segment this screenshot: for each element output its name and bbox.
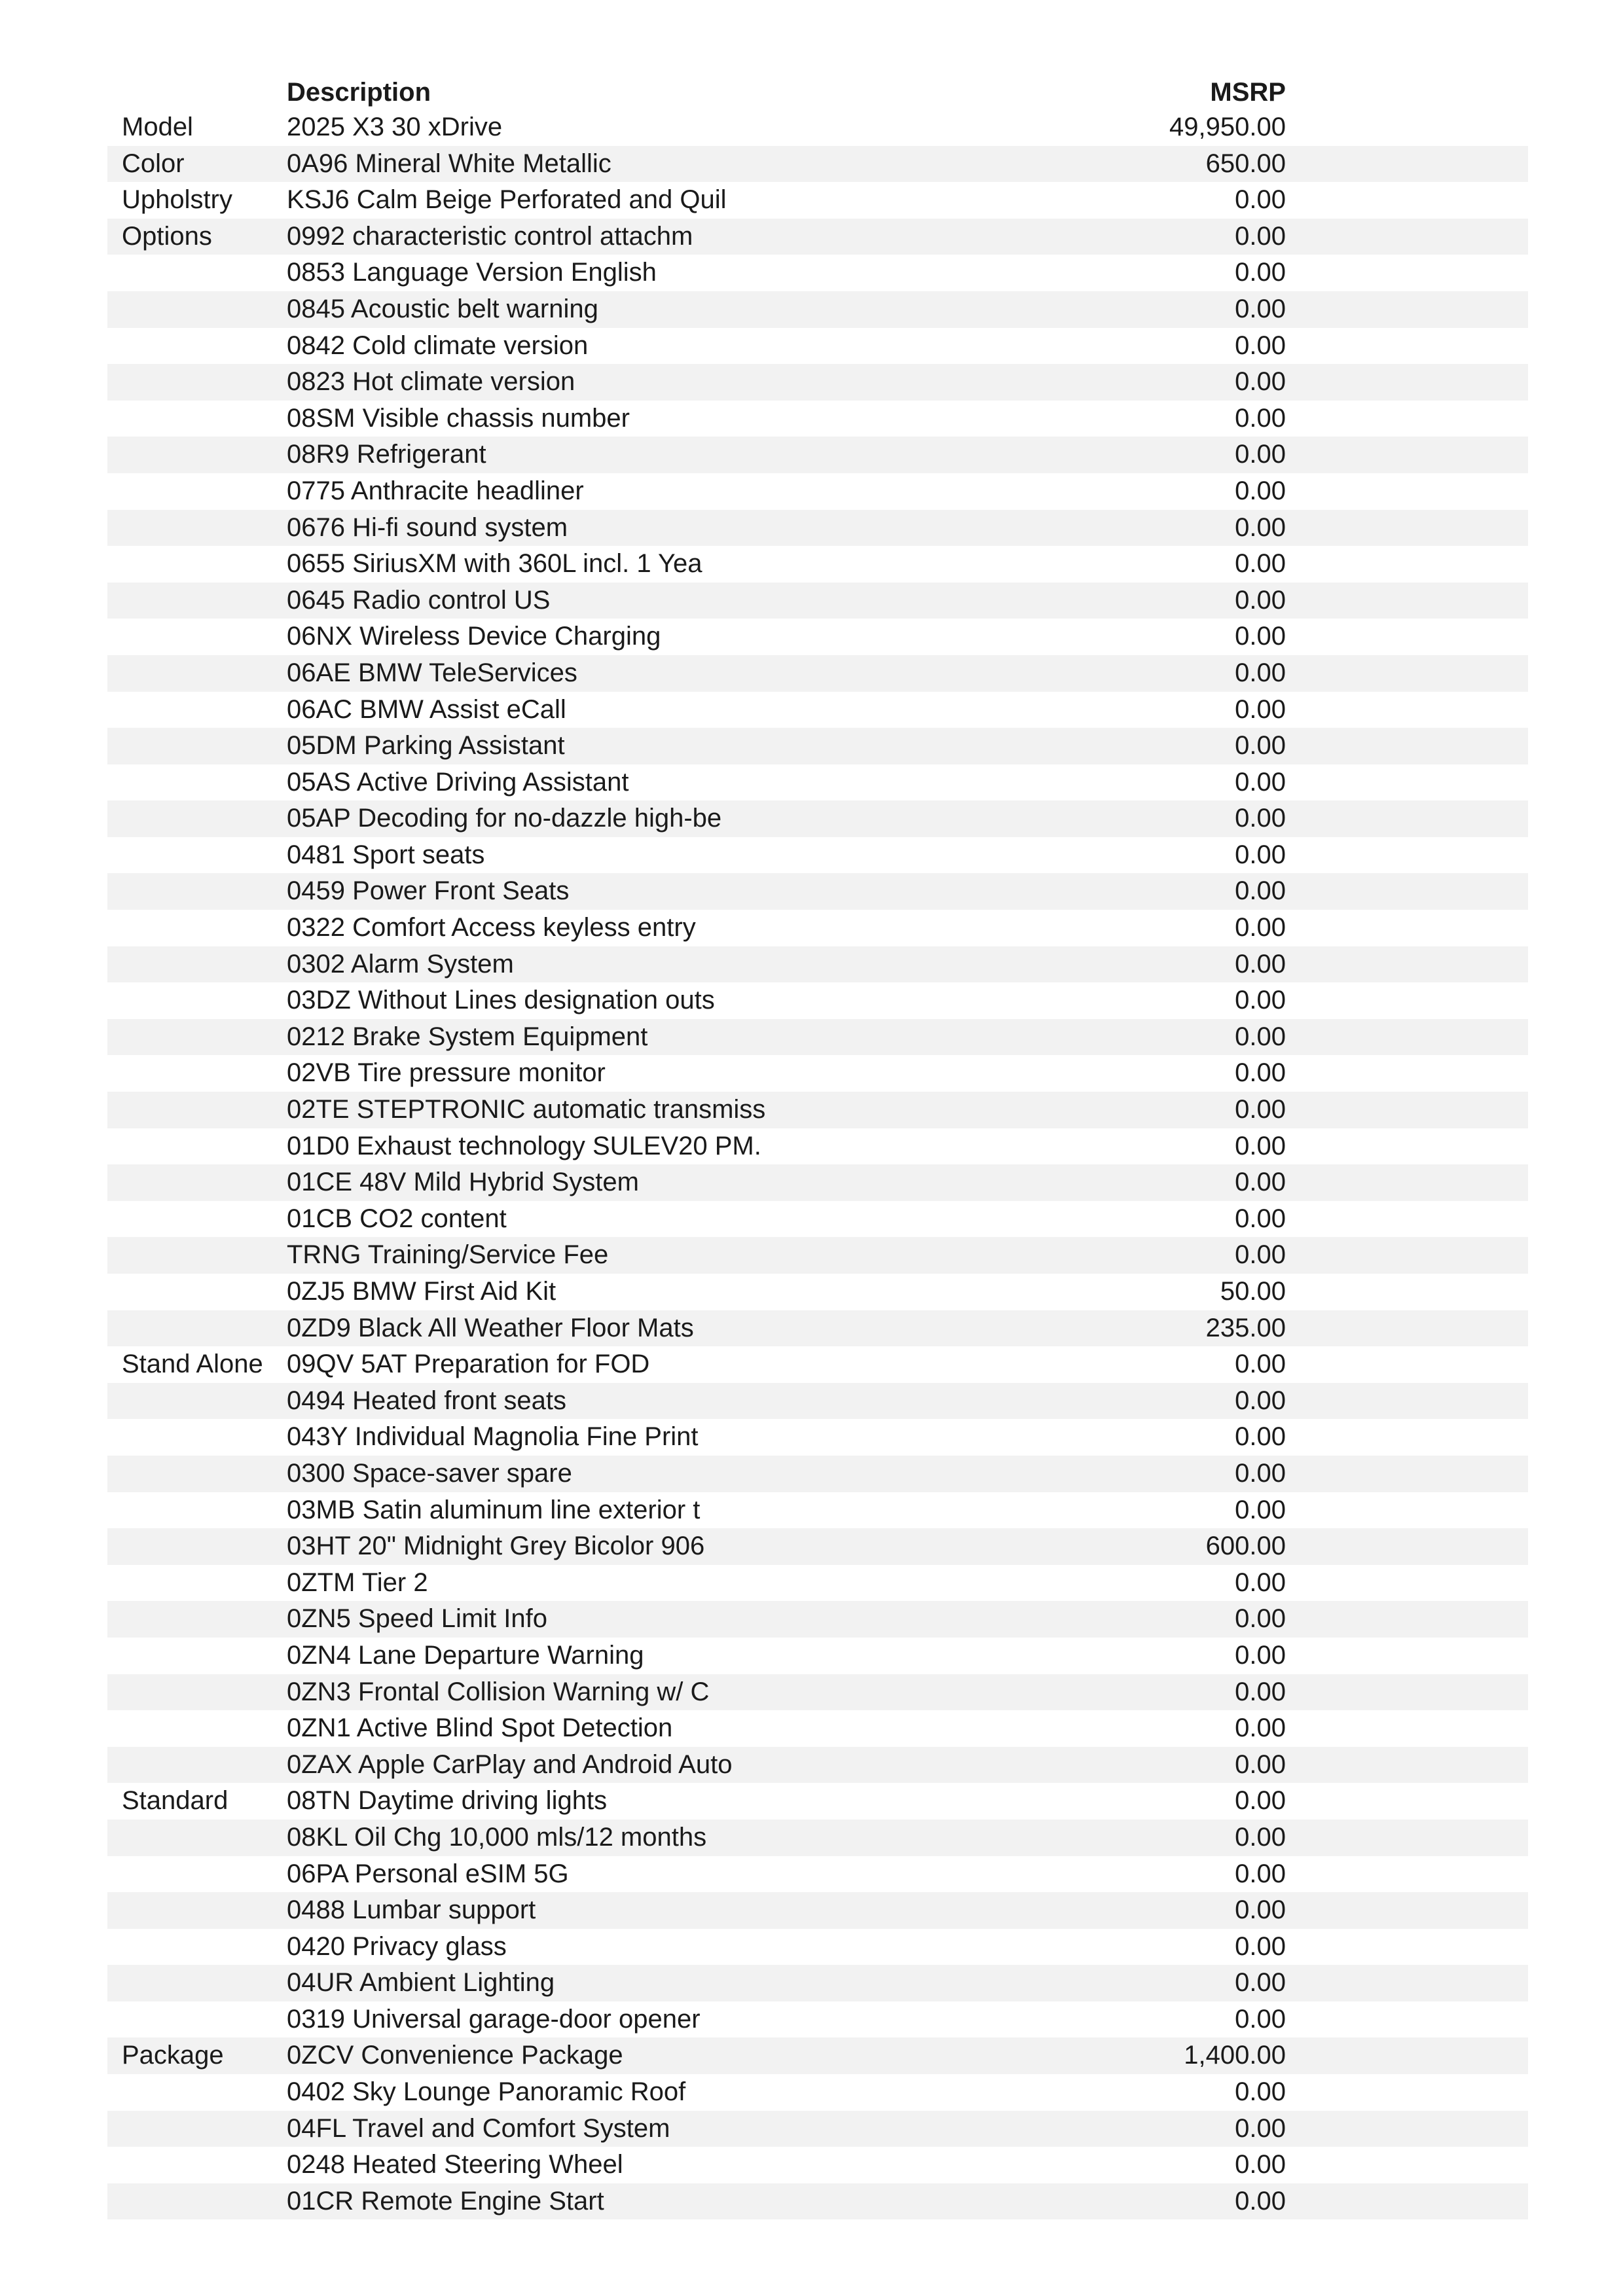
table-row xyxy=(107,1892,1528,1929)
table-row xyxy=(107,1419,1528,1456)
table-row xyxy=(107,1310,1528,1347)
table-row xyxy=(107,619,1528,655)
table-row xyxy=(107,583,1528,619)
row-description: 01D0 Exhaust technology SULEV20 PM. xyxy=(287,1131,761,1160)
row-msrp: 1,400.00 xyxy=(1184,2041,1286,2070)
row-description: 06AE BMW TeleServices xyxy=(287,658,577,687)
row-msrp: 650.00 xyxy=(1205,149,1286,178)
row-msrp: 0.00 xyxy=(1235,731,1286,761)
row-description: 08R9 Refrigerant xyxy=(287,440,486,469)
table-row xyxy=(107,1128,1528,1165)
row-msrp: 600.00 xyxy=(1205,1532,1286,1561)
row-msrp: 0.00 xyxy=(1235,1204,1286,1233)
table-row xyxy=(107,1929,1528,1965)
row-msrp: 0.00 xyxy=(1235,804,1286,833)
table-row xyxy=(107,1710,1528,1747)
row-description: 2025 X3 30 xDrive xyxy=(287,113,503,141)
table-row xyxy=(107,291,1528,328)
table-row xyxy=(107,546,1528,583)
row-description: 0676 Hi-fi sound system xyxy=(287,512,568,542)
table-row xyxy=(107,1201,1528,1238)
row-msrp: 0.00 xyxy=(1235,1095,1286,1124)
row-description: KSJ6 Calm Beige Perforated and Quil xyxy=(287,185,727,215)
table-row xyxy=(107,1346,1528,1383)
row-description: 0ZN1 Active Blind Spot Detection xyxy=(287,1713,673,1743)
table-row xyxy=(107,1820,1528,1856)
table-row xyxy=(107,437,1528,473)
row-msrp: 235.00 xyxy=(1205,1313,1286,1342)
row-description: 0775 Anthracite headliner xyxy=(287,476,584,505)
table-row xyxy=(107,182,1528,219)
table-row xyxy=(107,1092,1528,1128)
table-row xyxy=(107,364,1528,401)
table-row xyxy=(107,2074,1528,2111)
row-description: 06PA Personal eSIM 5G xyxy=(287,1859,569,1888)
row-description: 09QV 5AT Preparation for FOD xyxy=(287,1350,650,1379)
row-msrp: 0.00 xyxy=(1235,1350,1286,1379)
row-description: 0823 Hot climate version xyxy=(287,367,575,397)
row-description: 0212 Brake System Equipment xyxy=(287,1022,648,1051)
row-msrp: 0.00 xyxy=(1235,1240,1286,1270)
table-row xyxy=(107,873,1528,910)
table-row xyxy=(107,2147,1528,2183)
msrp-sheet xyxy=(107,75,1528,2219)
table-row xyxy=(107,728,1528,764)
row-category: Options xyxy=(122,221,212,251)
row-description: 0992 characteristic control attachm xyxy=(287,221,693,251)
row-msrp: 0.00 xyxy=(1235,1058,1286,1088)
row-msrp: 0.00 xyxy=(1235,658,1286,687)
table-row xyxy=(107,255,1528,291)
table-row xyxy=(107,692,1528,728)
row-msrp: 0.00 xyxy=(1235,549,1286,579)
row-description: 0645 Radio control US xyxy=(287,585,551,615)
table-row xyxy=(107,1747,1528,1784)
table-row xyxy=(107,1638,1528,1674)
row-description: 08TN Daytime driving lights xyxy=(287,1786,608,1816)
row-description: 0853 Language Version English xyxy=(287,258,657,287)
row-description: 06AC BMW Assist eCall xyxy=(287,694,566,724)
table-header xyxy=(107,75,1528,109)
row-description: 0300 Space-saver spare xyxy=(287,1458,572,1488)
row-msrp: 0.00 xyxy=(1235,512,1286,542)
row-msrp: 0.00 xyxy=(1235,1604,1286,1634)
row-msrp: 0.00 xyxy=(1235,2077,1286,2107)
row-msrp: 0.00 xyxy=(1235,1640,1286,1670)
row-description: 06NX Wireless Device Charging xyxy=(287,622,661,651)
table-row xyxy=(107,1383,1528,1420)
row-msrp: 0.00 xyxy=(1235,1168,1286,1197)
row-msrp: 0.00 xyxy=(1235,1495,1286,1524)
row-msrp: 0.00 xyxy=(1235,2186,1286,2215)
row-msrp: 0.00 xyxy=(1235,1786,1286,1816)
row-description: 0319 Universal garage-door opener xyxy=(287,2004,701,2034)
row-msrp: 0.00 xyxy=(1235,1386,1286,1415)
row-description: 0459 Power Front Seats xyxy=(287,876,570,906)
row-description: 0488 Lumbar support xyxy=(287,1895,536,1925)
row-msrp: 0.00 xyxy=(1235,622,1286,651)
row-msrp: 0.00 xyxy=(1235,258,1286,287)
row-msrp: 0.00 xyxy=(1235,221,1286,251)
row-msrp: 0.00 xyxy=(1235,1022,1286,1051)
row-category: Model xyxy=(122,113,193,141)
row-description: 0302 Alarm System xyxy=(287,949,514,978)
table-row xyxy=(107,1237,1528,1274)
row-description: 0402 Sky Lounge Panoramic Roof xyxy=(287,2077,686,2107)
row-msrp: 0.00 xyxy=(1235,1713,1286,1743)
row-msrp: 0.00 xyxy=(1235,913,1286,942)
row-msrp: 0.00 xyxy=(1235,694,1286,724)
row-description: 0842 Cold climate version xyxy=(287,331,589,360)
row-msrp: 0.00 xyxy=(1235,367,1286,397)
row-msrp: 0.00 xyxy=(1235,1968,1286,1998)
table-row xyxy=(107,1565,1528,1602)
table-row xyxy=(107,1965,1528,2001)
table-row xyxy=(107,2111,1528,2147)
row-category: Stand Alone xyxy=(122,1350,263,1379)
row-msrp: 0.00 xyxy=(1235,1859,1286,1888)
row-description: 04UR Ambient Lighting xyxy=(287,1968,555,1998)
row-description: 0322 Comfort Access keyless entry xyxy=(287,913,696,942)
table-row xyxy=(107,510,1528,547)
row-msrp: 0.00 xyxy=(1235,476,1286,505)
row-description: 0655 SiriusXM with 360L incl. 1 Yea xyxy=(287,549,702,579)
row-description: 01CE 48V Mild Hybrid System xyxy=(287,1168,639,1197)
table-row xyxy=(107,1492,1528,1529)
table-row xyxy=(107,328,1528,365)
description-column-header: Description xyxy=(287,78,431,107)
table-row xyxy=(107,837,1528,874)
row-description: 02TE STEPTRONIC automatic transmiss xyxy=(287,1095,766,1124)
msrp-column-header: MSRP xyxy=(1210,78,1286,107)
row-description: 08KL Oil Chg 10,000 mls/12 months xyxy=(287,1822,707,1852)
row-description: 0A96 Mineral White Metallic xyxy=(287,149,611,178)
row-description: 0ZTM Tier 2 xyxy=(287,1568,428,1597)
row-msrp: 0.00 xyxy=(1235,1677,1286,1706)
row-msrp: 0.00 xyxy=(1235,1749,1286,1779)
row-description: 0420 Privacy glass xyxy=(287,1931,507,1961)
table-row xyxy=(107,1528,1528,1565)
table-row xyxy=(107,946,1528,983)
row-description: 043Y Individual Magnolia Fine Print xyxy=(287,1422,699,1452)
row-msrp: 0.00 xyxy=(1235,585,1286,615)
table-row xyxy=(107,1274,1528,1310)
table-row xyxy=(107,2001,1528,2038)
row-description: 05AS Active Driving Assistant xyxy=(287,767,629,797)
row-category: Upholstry xyxy=(122,185,232,215)
table-row xyxy=(107,473,1528,510)
row-description: 0ZJ5 BMW First Aid Kit xyxy=(287,1277,556,1306)
row-category: Standard xyxy=(122,1786,228,1816)
row-msrp: 0.00 xyxy=(1235,294,1286,323)
table-row xyxy=(107,1019,1528,1056)
row-description: 03MB Satin aluminum line exterior t xyxy=(287,1495,701,1524)
row-msrp: 0.00 xyxy=(1235,1895,1286,1925)
table-row xyxy=(107,219,1528,255)
row-msrp: 0.00 xyxy=(1235,876,1286,906)
row-msrp: 0.00 xyxy=(1235,986,1286,1015)
row-description: 04FL Travel and Comfort System xyxy=(287,2113,670,2143)
row-description: 02VB Tire pressure monitor xyxy=(287,1058,606,1088)
table-row xyxy=(107,800,1528,837)
row-msrp: 0.00 xyxy=(1235,1422,1286,1452)
row-category: Package xyxy=(122,2041,224,2070)
row-msrp: 0.00 xyxy=(1235,1131,1286,1160)
table-row xyxy=(107,1055,1528,1092)
table-row xyxy=(107,401,1528,437)
table-row xyxy=(107,764,1528,801)
row-description: 0494 Heated front seats xyxy=(287,1386,566,1415)
row-description: 01CR Remote Engine Start xyxy=(287,2186,604,2215)
row-msrp: 49,950.00 xyxy=(1169,113,1286,141)
row-msrp: 0.00 xyxy=(1235,2113,1286,2143)
option-table-body xyxy=(107,109,1528,2219)
row-msrp: 0.00 xyxy=(1235,1822,1286,1852)
table-row xyxy=(107,1601,1528,1638)
row-description: 0ZAX Apple CarPlay and Android Auto xyxy=(287,1749,733,1779)
table-row xyxy=(107,2183,1528,2220)
table-row xyxy=(107,982,1528,1019)
row-description: 08SM Visible chassis number xyxy=(287,403,630,433)
row-description: 01CB CO2 content xyxy=(287,1204,507,1233)
row-description: TRNG Training/Service Fee xyxy=(287,1240,609,1270)
row-description: 05DM Parking Assistant xyxy=(287,731,565,761)
table-row xyxy=(107,1456,1528,1492)
table-row xyxy=(107,655,1528,692)
row-description: 05AP Decoding for no-dazzle high-be xyxy=(287,804,722,833)
row-description: 0ZD9 Black All Weather Floor Mats xyxy=(287,1313,694,1342)
table-row xyxy=(107,109,1528,146)
row-description: 03HT 20" Midnight Grey Bicolor 906 xyxy=(287,1532,705,1561)
row-description: 0845 Acoustic belt warning xyxy=(287,294,598,323)
row-msrp: 0.00 xyxy=(1235,1931,1286,1961)
table-row xyxy=(107,1856,1528,1893)
row-description: 0ZN4 Lane Departure Warning xyxy=(287,1640,644,1670)
row-msrp: 0.00 xyxy=(1235,1568,1286,1597)
table-row xyxy=(107,1674,1528,1711)
row-description: 03DZ Without Lines designation outs xyxy=(287,986,715,1015)
row-description: 0ZN5 Speed Limit Info xyxy=(287,1604,547,1634)
row-msrp: 0.00 xyxy=(1235,331,1286,360)
table-row xyxy=(107,1164,1528,1201)
table-row xyxy=(107,2037,1528,2074)
row-msrp: 0.00 xyxy=(1235,403,1286,433)
row-msrp: 0.00 xyxy=(1235,2150,1286,2179)
row-msrp: 0.00 xyxy=(1235,1458,1286,1488)
row-msrp: 0.00 xyxy=(1235,949,1286,978)
row-msrp: 0.00 xyxy=(1235,767,1286,797)
row-msrp: 50.00 xyxy=(1220,1277,1286,1306)
row-msrp: 0.00 xyxy=(1235,2004,1286,2034)
row-description: 0ZCV Convenience Package xyxy=(287,2041,623,2070)
row-msrp: 0.00 xyxy=(1235,840,1286,869)
row-description: 0ZN3 Frontal Collision Warning w/ C xyxy=(287,1677,710,1706)
row-description: 0481 Sport seats xyxy=(287,840,485,869)
table-row xyxy=(107,146,1528,183)
table-row xyxy=(107,910,1528,946)
row-description: 0248 Heated Steering Wheel xyxy=(287,2150,623,2179)
table-row xyxy=(107,1783,1528,1820)
row-category: Color xyxy=(122,149,185,178)
row-msrp: 0.00 xyxy=(1235,440,1286,469)
row-msrp: 0.00 xyxy=(1235,185,1286,215)
